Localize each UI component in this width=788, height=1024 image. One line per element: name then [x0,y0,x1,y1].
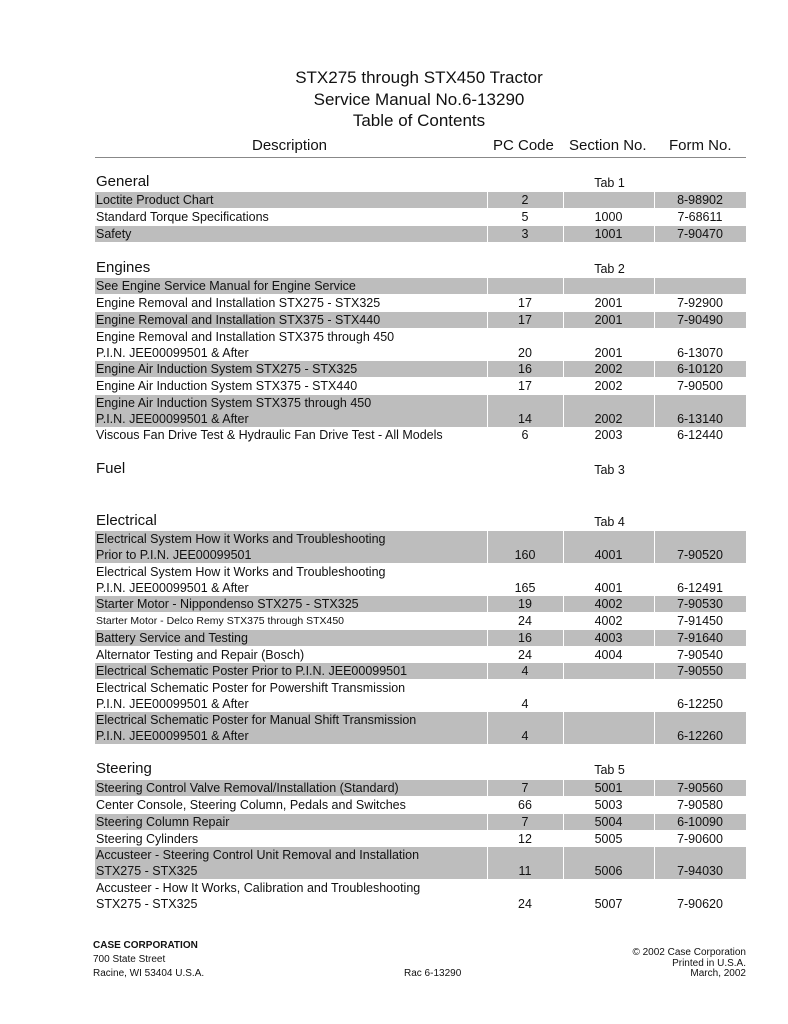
description-line: STX275 - STX325 [96,897,198,911]
description-line: Electrical Schematic Poster for Powershift Transmission [96,681,406,695]
row-pc-code: 24 [518,648,532,662]
row-form-no: 7-90560 [677,781,723,795]
row-pc-code: 11 [518,864,532,878]
row-pc-code: 4 [521,729,529,743]
row-description [96,531,385,563]
table-row [95,630,746,646]
row-form-no: 7-91450 [677,614,723,628]
table-row [95,596,746,612]
row-section-no: 5007 [594,897,623,911]
row-section-no: 5004 [594,815,623,829]
row-pc-code: 7 [521,815,529,829]
description-line: Engine Air Induction System STX275 - STX325 [96,362,358,376]
row-pc-code: 4 [521,664,529,678]
table-row [95,295,746,311]
row-pc-code: 17 [518,313,532,327]
row-section-no: 5005 [594,832,623,846]
row-pc-code: 7 [521,781,529,795]
row-pc-code: 2 [521,193,529,207]
description-line: P.I.N. JEE00099501 & After [96,697,249,711]
row-pc-code: 17 [518,379,532,393]
row-form-no: 7-90580 [677,798,723,812]
table-row [95,209,746,225]
description-line: Standard Torque Specifications [96,210,269,224]
row-section-no: 2001 [594,296,623,310]
table-row [95,780,746,796]
row-description [96,361,357,377]
row-description [96,797,406,813]
description-line: Electrical Schematic Poster for Manual Shift Transmission [96,713,417,727]
row-form-no: 7-90500 [677,379,723,393]
description-line: Electrical System How it Works and Troubleshooting [96,532,386,546]
section-tab-label: Tab 2 [594,262,625,276]
row-section-no: 4001 [594,548,623,562]
description-line: Electrical Schematic Poster Prior to P.I.N. JEE00099501 [96,664,408,678]
table-row [95,329,746,361]
row-section-no: 2002 [594,362,623,376]
row-form-no: 7-90600 [677,832,723,846]
column-separator [563,663,564,679]
row-section-no: 5003 [594,798,623,812]
row-form-no: 6-12250 [677,697,723,711]
footer-copyright: © 2002 Case Corporation [632,947,746,958]
section-heading: Electrical [96,512,157,529]
column-separator [654,278,655,294]
section-heading: Fuel [96,460,126,477]
row-pc-code: 17 [518,296,532,310]
row-form-no: 7-90620 [677,897,723,911]
row-description [96,630,248,646]
row-form-no: 7-90550 [677,664,723,678]
description-line: Alternator Testing and Repair (Bosch) [96,648,305,662]
description-line: Accusteer - Steering Control Unit Removal and Installation [96,848,420,862]
manual-title: STX275 through STX450 Tractor [295,68,543,87]
section-tab-label: Tab 5 [594,763,625,777]
description-line: P.I.N. JEE00099501 & After [96,581,249,595]
table-row [95,663,746,679]
row-form-no: 6-10120 [677,362,723,376]
section-heading: Steering [96,760,152,777]
row-description [96,209,269,225]
row-description [96,378,357,394]
row-form-no: 7-90540 [677,648,723,662]
column-separator [563,192,564,208]
row-description [96,712,416,744]
row-description [96,564,385,596]
row-pc-code: 19 [518,597,532,611]
description-line: P.I.N. JEE00099501 & After [96,412,249,426]
row-form-no: 6-12440 [677,428,723,442]
table-row [95,647,746,663]
section-tab-label: Tab 4 [594,515,625,529]
description-line: Battery Service and Testing [96,631,248,645]
description-line: P.I.N. JEE00099501 & After [96,729,249,743]
row-section-no: 1000 [594,210,623,224]
row-pc-code: 12 [518,832,532,846]
row-description [96,329,394,361]
row-form-no: 7-92900 [677,296,723,310]
description-line: Viscous Fan Drive Test & Hydraulic Fan Drive Test - All Models [96,428,443,442]
row-form-no: 7-90490 [677,313,723,327]
description-line: Steering Control Valve Removal/Installation (Standard) [96,781,399,795]
row-description [96,226,131,242]
description-line: Prior to P.I.N. JEE00099501 [96,548,252,562]
row-description [96,647,304,663]
row-section-no: 5001 [594,781,623,795]
row-pc-code: 4 [521,697,529,711]
table-row [95,847,746,879]
row-description [96,680,405,712]
table-row [95,797,746,813]
description-line: STX275 - STX325 [96,864,198,878]
table-row [95,831,746,847]
row-pc-code: 6 [521,428,529,442]
row-form-no: 7-91640 [677,631,723,645]
row-description [96,847,419,879]
row-description [96,880,420,912]
description-line: Electrical System How it Works and Troubleshooting [96,565,386,579]
table-row [95,395,746,427]
row-pc-code: 24 [518,614,532,628]
row-pc-code: 3 [521,227,529,241]
row-form-no: 6-12260 [677,729,723,743]
row-form-no: 7-90470 [677,227,723,241]
description-line: Engine Removal and Installation STX375 through 450 [96,330,395,344]
table-row [95,278,746,294]
table-row [95,712,746,744]
column-separator [487,278,488,294]
table-row [95,814,746,830]
col-pc-code: PC Code [493,137,554,154]
footer-date: March, 2002 [690,968,746,979]
description-line: Loctite Product Chart [96,193,214,207]
row-description [96,192,213,208]
col-section-no: Section No. [569,137,647,154]
description-line: Steering Cylinders [96,832,199,846]
manual-number: Service Manual No.6-13290 [313,90,525,109]
row-form-no: 7-90520 [677,548,723,562]
row-form-no: 6-10090 [677,815,723,829]
row-form-no: 6-13140 [677,412,723,426]
row-form-no: 6-13070 [677,346,723,360]
row-pc-code: 16 [518,631,532,645]
row-section-no: 2002 [594,412,623,426]
row-form-no: 6-12491 [677,581,723,595]
description-line: Starter Motor - Nippondenso STX275 - STX325 [96,597,359,611]
row-description [96,427,443,443]
row-section-no: 2001 [594,346,623,360]
footer-company: CASE CORPORATION [93,940,198,951]
row-pc-code: 14 [518,412,532,426]
table-row [95,880,746,912]
col-form-no: Form No. [669,137,732,154]
description-line: Accusteer - How It Works, Calibration and Troubleshooting [96,881,421,895]
row-description [96,278,356,294]
row-pc-code: 66 [518,798,532,812]
row-description [96,395,371,427]
row-section-no: 2003 [594,428,623,442]
toc-heading: Table of Contents [352,111,486,130]
row-section-no: 4002 [594,597,623,611]
row-description [96,663,407,679]
footer-printed: Printed in U.S.A. [672,958,746,969]
row-section-no: 5006 [594,864,623,878]
description-line: Steering Column Repair [96,815,230,829]
row-section-no: 1001 [594,227,623,241]
table-row [95,613,746,629]
section-tab-label: Tab 1 [594,176,625,190]
row-pc-code: 165 [514,581,536,595]
col-description: Description [252,137,328,154]
footer-city: Racine, WI 53404 U.S.A. [93,968,205,979]
row-form-no: 7-68611 [677,210,723,224]
row-section-no: 2001 [594,313,623,327]
table-row [95,226,746,242]
description-line: Engine Air Induction System STX375 through 450 [96,396,372,410]
row-pc-code: 20 [518,346,532,360]
section-tab-label: Tab 3 [594,463,625,477]
description-line: Engine Air Induction System STX375 - STX440 [96,379,358,393]
row-description [96,596,359,612]
row-pc-code: 24 [518,897,532,911]
row-description [96,295,380,311]
description-line: See Engine Service Manual for Engine Service [96,279,356,293]
row-section-no: 4004 [594,648,623,662]
section-heading: General [96,173,150,190]
table-row [95,192,746,208]
row-section-no: 4003 [594,631,623,645]
row-form-no: 7-94030 [677,864,723,878]
column-separator [563,712,564,744]
footer-form-code: Rac 6-13290 [404,968,462,979]
row-pc-code: 16 [518,362,532,376]
row-description [96,831,198,847]
row-description [96,780,399,796]
row-section-no: 4001 [594,581,623,595]
row-form-no: 7-90530 [677,597,723,611]
description-line: P.I.N. JEE00099501 & After [96,346,249,360]
description-line: Safety [96,227,132,241]
column-separator [563,278,564,294]
table-row [95,378,746,394]
table-row [95,427,746,443]
description-line: Engine Removal and Installation STX275 - STX325 [96,296,381,310]
row-form-no: 8-98902 [677,193,723,207]
description-line: Engine Removal and Installation STX375 - STX440 [96,313,381,327]
description-line: Starter Motor - Delco Remy STX375 through STX450 [96,615,345,627]
section-heading: Engines [96,259,151,276]
row-section-no: 2002 [594,379,623,393]
row-pc-code: 5 [521,210,529,224]
table-row [95,531,746,563]
table-row [95,680,746,712]
footer-street: 700 State Street [93,954,166,965]
row-pc-code: 160 [514,548,536,562]
table-row [95,312,746,328]
row-section-no: 4002 [594,614,623,628]
row-description [96,613,344,629]
row-description [96,814,229,830]
table-row [95,564,746,596]
description-line: Center Console, Steering Column, Pedals and Switches [96,798,406,812]
table-row [95,361,746,377]
row-description [96,312,380,328]
